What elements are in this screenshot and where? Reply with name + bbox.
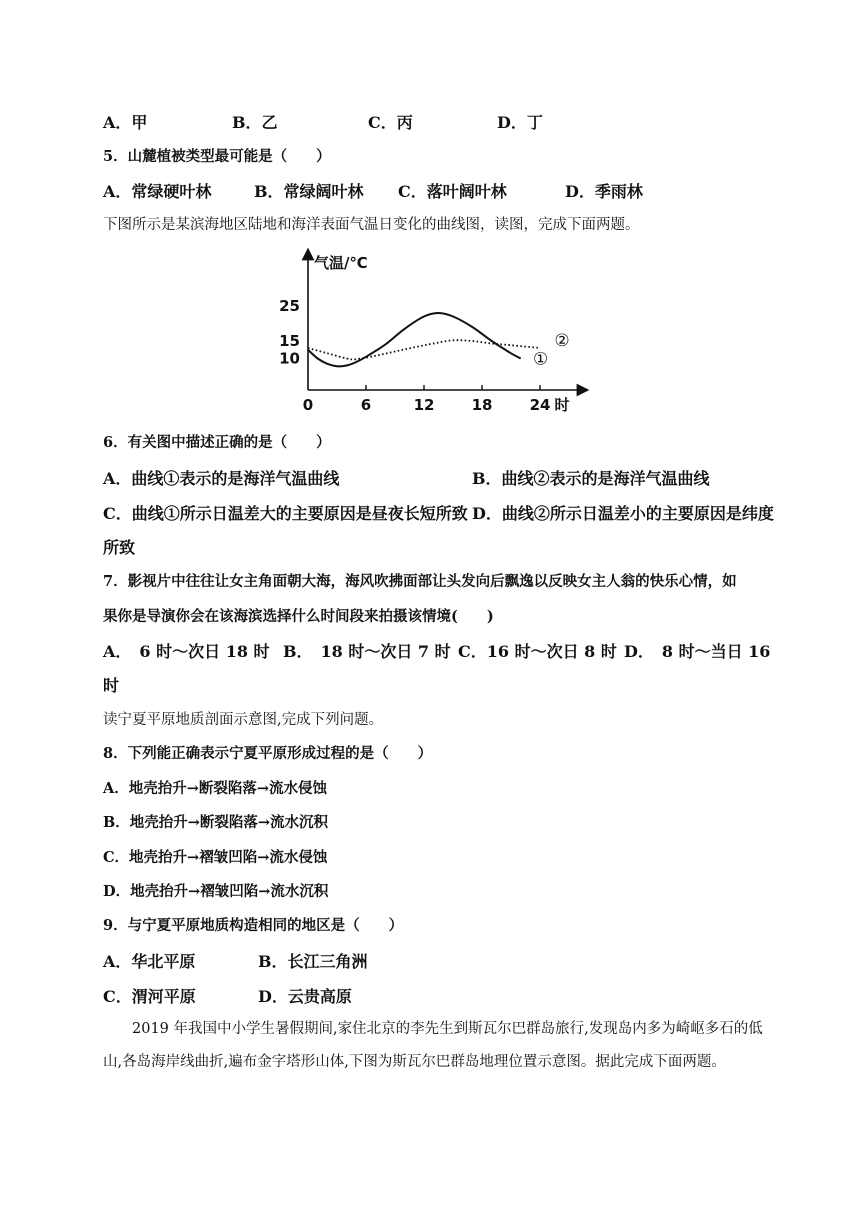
- q9-option-d: D．云贵高原: [258, 987, 352, 1006]
- q5-option-b: B．常绿阔叶林: [254, 182, 364, 201]
- y-tick-label: 10: [279, 349, 300, 368]
- q5-stem: 5．山麓植被类型最可能是（ ）: [103, 148, 331, 165]
- x-tick-label: 6: [360, 396, 372, 414]
- q9-option-a: A．华北平原: [103, 952, 196, 971]
- q8-option-b: B．地壳抬升→断裂陷落→流水沉积: [103, 814, 329, 831]
- q9-option-c: C．渭河平原: [103, 987, 196, 1006]
- q7-stem: 7．影视片中往往让女主角面朝大海，海风吹拂面部让头发向后飘逸以反映女主人翁的快乐心情，如: [103, 573, 737, 590]
- q8-option-a: A．地壳抬升→断裂陷落→流水侵蚀: [103, 780, 328, 797]
- q6-option-d: D．曲线②所示日温差小的主要原因是纬度: [472, 504, 774, 523]
- series-2-label: ②: [554, 331, 570, 351]
- q7-option-a: A． 6 时～次日 18 时: [103, 642, 270, 661]
- q7-option-b: B． 18 时～次日 7 时: [283, 642, 451, 661]
- q8-option-d: D．地壳抬升→褶皱凹陷→流水沉积: [103, 883, 329, 900]
- q6-option-d-continued: 所致: [103, 538, 136, 557]
- y-tick-label: 15: [279, 332, 300, 350]
- q7-option-c: C．16 时～次日 8 时: [458, 642, 617, 661]
- q4-option-a: A．甲: [103, 113, 148, 132]
- series-1-label: ①: [533, 349, 549, 370]
- q4-option-b: B．乙: [232, 113, 278, 132]
- x-tick-label: 0: [302, 396, 314, 414]
- q8-option-c: C．地壳抬升→褶皱凹陷→流水侵蚀: [103, 849, 328, 866]
- x-tick-label: 24: [529, 396, 551, 414]
- q7-option-d: D． 8 时～当日 16: [624, 642, 771, 661]
- q4-option-d: D．丁: [497, 113, 543, 132]
- q6-option-c: C．曲线①所示日温差大的主要原因是昼夜长短所致: [103, 504, 468, 523]
- q5-option-c: C．落叶阔叶林: [398, 182, 507, 201]
- q5-option-d: D．季雨林: [565, 182, 643, 201]
- q7-option-d-continued: 时: [103, 676, 120, 695]
- temperature-chart: [270, 248, 600, 420]
- q9-stem: 9．与宁夏平原地质构造相同的地区是（ ）: [103, 917, 404, 934]
- series-1-line: [308, 313, 521, 366]
- chart-intro: 下图所示是某滨海地区陆地和海洋表面气温日变化的曲线图，读图，完成下面两题。: [103, 217, 640, 233]
- ningxia-intro: 读宁夏平原地质剖面示意图,完成下列问题。: [103, 712, 384, 728]
- x-axis-label: 时: [554, 396, 570, 414]
- x-tick-label: 18: [471, 396, 493, 414]
- q8-stem: 8．下列能正确表示宁夏平原形成过程的是（ ）: [103, 745, 433, 762]
- y-tick-label: 25: [279, 297, 300, 315]
- q5-option-a: A．常绿硬叶林: [103, 182, 212, 201]
- q9-option-b: B．长江三角洲: [258, 952, 368, 971]
- q6-stem: 6．有关图中描述正确的是（ ）: [103, 434, 331, 451]
- q6-option-a: A．曲线①表示的是海洋气温曲线: [103, 469, 340, 488]
- q6-option-b: B．曲线②表示的是海洋气温曲线: [472, 469, 710, 488]
- y-axis-label: 气温/℃: [314, 254, 368, 272]
- x-tick-label: 12: [413, 396, 435, 414]
- svalbard-passage: 2019 年我国中小学生暑假期间,家住北京的李先生到斯瓦尔巴群岛旅行,发现岛内多为崎岖多石的低山,各岛海岸线曲折,遍布金字塔形山体,下图为斯瓦尔巴群岛地理位置示意图。据此完成下面两题。: [103, 1021, 763, 1070]
- q7-stem-continued: 果你是导演你会在该海滨选择什么时间段来拍摄该情境( ): [103, 608, 494, 625]
- q4-option-c: C．丙: [368, 113, 413, 132]
